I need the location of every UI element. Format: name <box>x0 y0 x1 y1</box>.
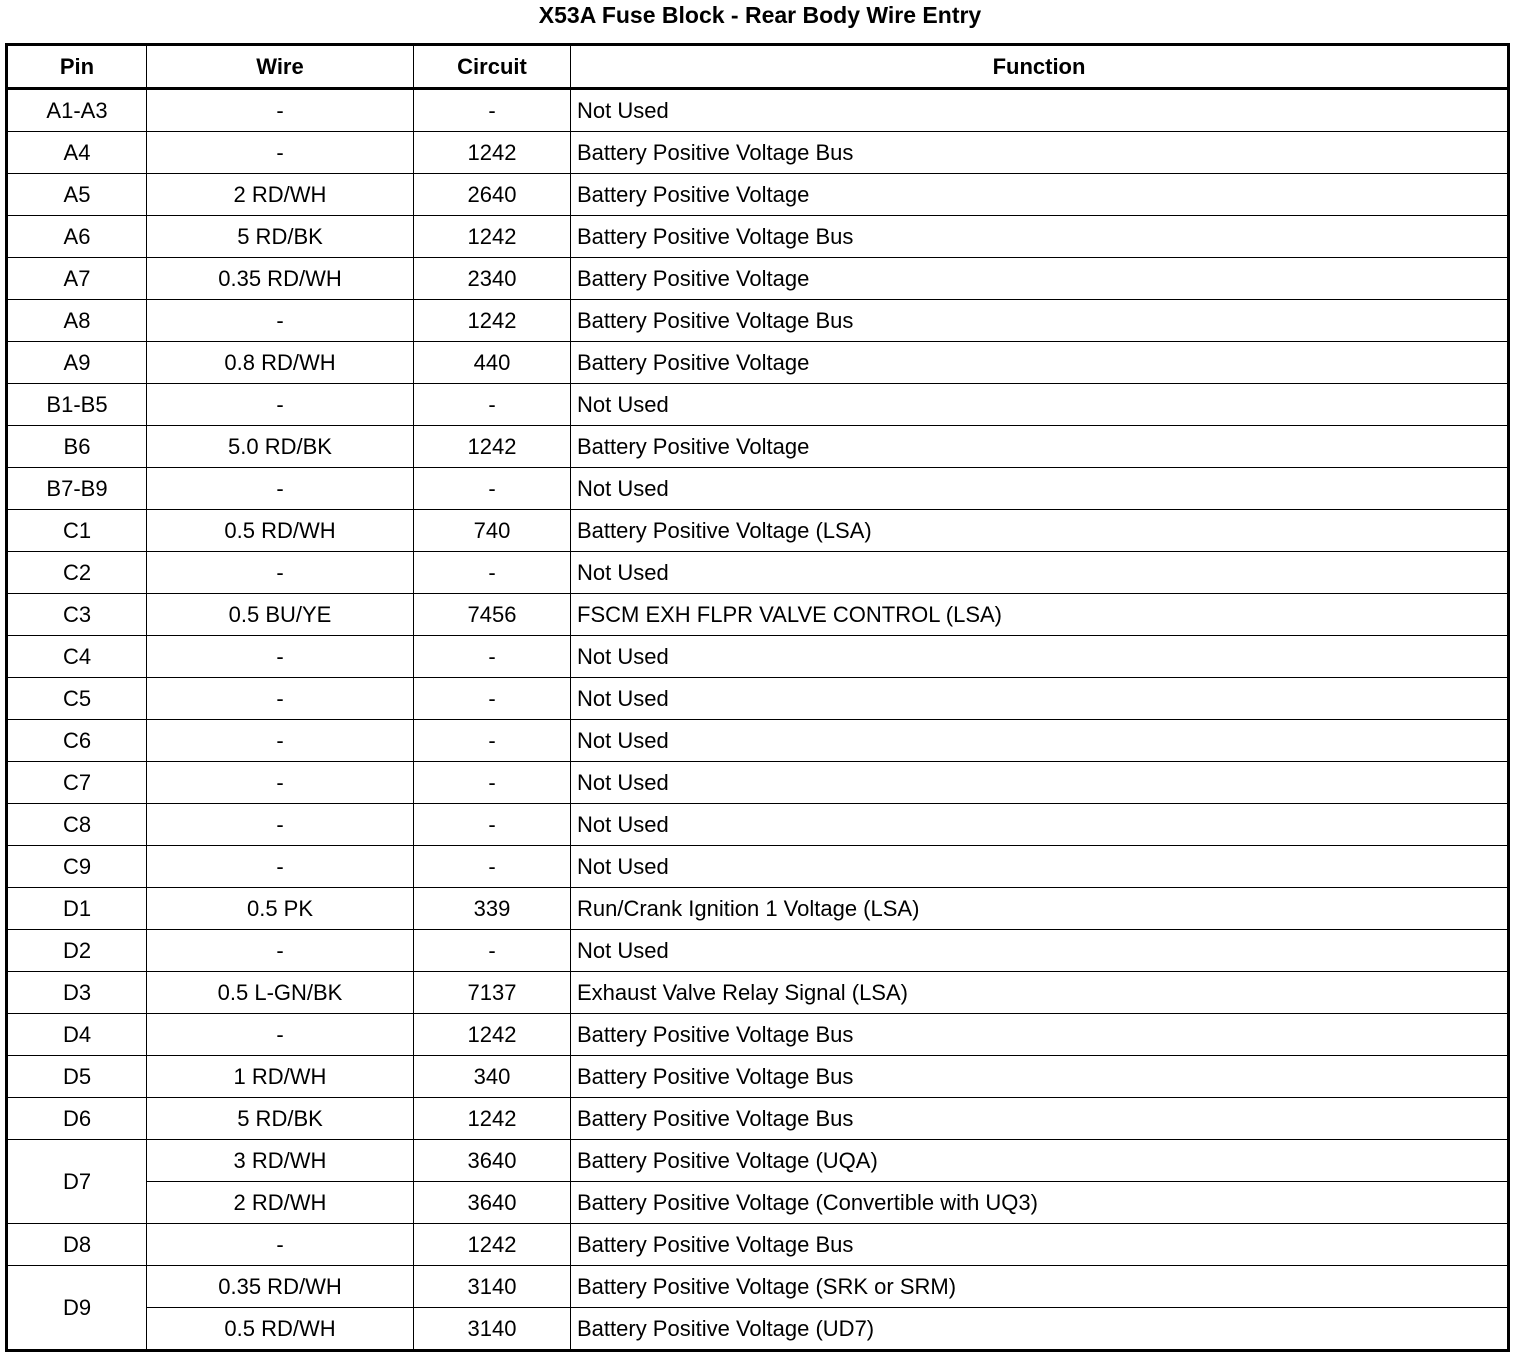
circuit-cell: - <box>414 384 571 426</box>
function-cell: Not Used <box>571 552 1509 594</box>
function-cell: Battery Positive Voltage Bus <box>571 1098 1509 1140</box>
table-row <box>7 552 1509 594</box>
table-row <box>7 342 1509 384</box>
column-header-circuit: Circuit <box>414 45 571 89</box>
wire-cell: 5.0 RD/BK <box>147 426 414 468</box>
function-cell: Battery Positive Voltage Bus <box>571 1224 1509 1266</box>
circuit-cell: 1242 <box>414 216 571 258</box>
pin-cell: D9 <box>7 1266 147 1351</box>
circuit-cell: 2340 <box>414 258 571 300</box>
column-header-function: Function <box>571 45 1509 89</box>
table-row <box>7 384 1509 426</box>
wire-cell: 0.5 RD/WH <box>147 510 414 552</box>
wire-cell: 0.5 RD/WH <box>147 1308 414 1351</box>
circuit-cell: 1242 <box>414 1098 571 1140</box>
table-row <box>7 636 1509 678</box>
pin-cell: B6 <box>7 426 147 468</box>
wire-cell: - <box>147 930 414 972</box>
wire-cell: 0.5 L-GN/BK <box>147 972 414 1014</box>
circuit-cell: - <box>414 762 571 804</box>
table-row <box>7 678 1509 720</box>
table-row <box>7 300 1509 342</box>
pin-cell: A9 <box>7 342 147 384</box>
function-cell: Not Used <box>571 762 1509 804</box>
function-cell: Not Used <box>571 846 1509 888</box>
pin-cell: D6 <box>7 1098 147 1140</box>
wire-cell: 0.5 BU/YE <box>147 594 414 636</box>
function-cell: Not Used <box>571 804 1509 846</box>
circuit-cell: - <box>414 720 571 762</box>
pinout-table <box>5 43 1510 1352</box>
wire-cell: - <box>147 300 414 342</box>
circuit-cell: 2640 <box>414 174 571 216</box>
circuit-cell: 440 <box>414 342 571 384</box>
wire-cell: - <box>147 89 414 132</box>
function-cell: Battery Positive Voltage (LSA) <box>571 510 1509 552</box>
wire-cell: - <box>147 132 414 174</box>
pin-cell: A7 <box>7 258 147 300</box>
circuit-cell: 7456 <box>414 594 571 636</box>
pin-cell: C1 <box>7 510 147 552</box>
circuit-cell: 3640 <box>414 1140 571 1182</box>
pin-cell: D4 <box>7 1014 147 1056</box>
table-row <box>7 1098 1509 1140</box>
pin-cell: C3 <box>7 594 147 636</box>
function-cell: Battery Positive Voltage <box>571 258 1509 300</box>
circuit-cell: - <box>414 89 571 132</box>
pin-cell: A1-A3 <box>7 89 147 132</box>
circuit-cell: 1242 <box>414 426 571 468</box>
wire-cell: 1 RD/WH <box>147 1056 414 1098</box>
wire-cell: - <box>147 1224 414 1266</box>
function-cell: Battery Positive Voltage Bus <box>571 1056 1509 1098</box>
pin-cell: C7 <box>7 762 147 804</box>
pin-cell: A5 <box>7 174 147 216</box>
circuit-cell: - <box>414 678 571 720</box>
document-title: X53A Fuse Block - Rear Body Wire Entry <box>538 2 982 28</box>
wire-cell: - <box>147 468 414 510</box>
function-cell: Battery Positive Voltage <box>571 174 1509 216</box>
circuit-cell: 1242 <box>414 132 571 174</box>
wire-cell: 0.35 RD/WH <box>147 1266 414 1308</box>
circuit-cell: 1242 <box>414 1224 571 1266</box>
pin-cell: B7-B9 <box>7 468 147 510</box>
table-row <box>7 132 1509 174</box>
function-cell: Run/Crank Ignition 1 Voltage (LSA) <box>571 888 1509 930</box>
wire-cell: - <box>147 636 414 678</box>
circuit-cell: 740 <box>414 510 571 552</box>
wire-cell: - <box>147 762 414 804</box>
table-row <box>7 174 1509 216</box>
table-row <box>7 804 1509 846</box>
table-row <box>7 1266 1509 1308</box>
circuit-cell: 339 <box>414 888 571 930</box>
circuit-cell: 340 <box>414 1056 571 1098</box>
pin-cell: C2 <box>7 552 147 594</box>
wire-cell: - <box>147 552 414 594</box>
table-row <box>7 1014 1509 1056</box>
circuit-cell: - <box>414 930 571 972</box>
column-header-pin: Pin <box>7 45 147 89</box>
table-row <box>7 258 1509 300</box>
wire-cell: - <box>147 720 414 762</box>
circuit-cell: 7137 <box>414 972 571 1014</box>
function-cell: Not Used <box>571 720 1509 762</box>
column-header-wire: Wire <box>147 45 414 89</box>
function-cell: Not Used <box>571 678 1509 720</box>
wire-cell: 2 RD/WH <box>147 1182 414 1224</box>
pin-cell: D5 <box>7 1056 147 1098</box>
function-cell: Battery Positive Voltage (UQA) <box>571 1140 1509 1182</box>
table-row <box>7 89 1509 132</box>
pin-cell: D3 <box>7 972 147 1014</box>
table-row <box>7 510 1509 552</box>
wire-cell: 5 RD/BK <box>147 216 414 258</box>
function-cell: Not Used <box>571 468 1509 510</box>
circuit-cell: - <box>414 846 571 888</box>
function-cell: Battery Positive Voltage Bus <box>571 300 1509 342</box>
pin-cell: A4 <box>7 132 147 174</box>
wire-cell: 0.8 RD/WH <box>147 342 414 384</box>
function-cell: Battery Positive Voltage Bus <box>571 1014 1509 1056</box>
function-cell: Battery Positive Voltage (Convertible with UQ3) <box>571 1182 1509 1224</box>
function-cell: Not Used <box>571 930 1509 972</box>
function-cell: Battery Positive Voltage Bus <box>571 132 1509 174</box>
table-row <box>7 1182 1509 1224</box>
pin-cell: C5 <box>7 678 147 720</box>
pin-cell: B1-B5 <box>7 384 147 426</box>
table-row <box>7 1308 1509 1351</box>
table-row <box>7 1056 1509 1098</box>
function-cell: Battery Positive Voltage Bus <box>571 216 1509 258</box>
table-row <box>7 720 1509 762</box>
wire-cell: - <box>147 384 414 426</box>
function-cell: Not Used <box>571 89 1509 132</box>
wire-cell: 0.35 RD/WH <box>147 258 414 300</box>
function-cell: Not Used <box>571 384 1509 426</box>
table-row <box>7 594 1509 636</box>
circuit-cell: - <box>414 804 571 846</box>
wire-cell: 3 RD/WH <box>147 1140 414 1182</box>
pin-cell: C6 <box>7 720 147 762</box>
table-row <box>7 972 1509 1014</box>
wire-cell: - <box>147 1014 414 1056</box>
circuit-cell: 3140 <box>414 1266 571 1308</box>
table-row <box>7 930 1509 972</box>
table-row <box>7 468 1509 510</box>
pin-cell: D7 <box>7 1140 147 1224</box>
pin-cell: A8 <box>7 300 147 342</box>
function-cell: Battery Positive Voltage (UD7) <box>571 1308 1509 1351</box>
function-cell: Battery Positive Voltage <box>571 342 1509 384</box>
function-cell: FSCM EXH FLPR VALVE CONTROL (LSA) <box>571 594 1509 636</box>
function-cell: Battery Positive Voltage (SRK or SRM) <box>571 1266 1509 1308</box>
pin-cell: C4 <box>7 636 147 678</box>
circuit-cell: - <box>414 468 571 510</box>
table-row <box>7 762 1509 804</box>
circuit-cell: - <box>414 552 571 594</box>
circuit-cell: 1242 <box>414 300 571 342</box>
table-row <box>7 216 1509 258</box>
circuit-cell: - <box>414 636 571 678</box>
pin-cell: D8 <box>7 1224 147 1266</box>
table-row <box>7 846 1509 888</box>
wire-cell: 0.5 PK <box>147 888 414 930</box>
wire-cell: 2 RD/WH <box>147 174 414 216</box>
pin-cell: A6 <box>7 216 147 258</box>
circuit-cell: 1242 <box>414 1014 571 1056</box>
pin-cell: C9 <box>7 846 147 888</box>
wire-cell: - <box>147 804 414 846</box>
function-cell: Not Used <box>571 636 1509 678</box>
table-row <box>7 1140 1509 1182</box>
pin-cell: D1 <box>7 888 147 930</box>
table-row <box>7 888 1509 930</box>
pin-cell: D2 <box>7 930 147 972</box>
pin-cell: C8 <box>7 804 147 846</box>
wire-cell: 5 RD/BK <box>147 1098 414 1140</box>
wire-cell: - <box>147 678 414 720</box>
table-row <box>7 1224 1509 1266</box>
function-cell: Battery Positive Voltage <box>571 426 1509 468</box>
circuit-cell: 3640 <box>414 1182 571 1224</box>
table-row <box>7 426 1509 468</box>
table-header-row <box>7 45 1509 89</box>
circuit-cell: 3140 <box>414 1308 571 1351</box>
function-cell: Exhaust Valve Relay Signal (LSA) <box>571 972 1509 1014</box>
wire-cell: - <box>147 846 414 888</box>
